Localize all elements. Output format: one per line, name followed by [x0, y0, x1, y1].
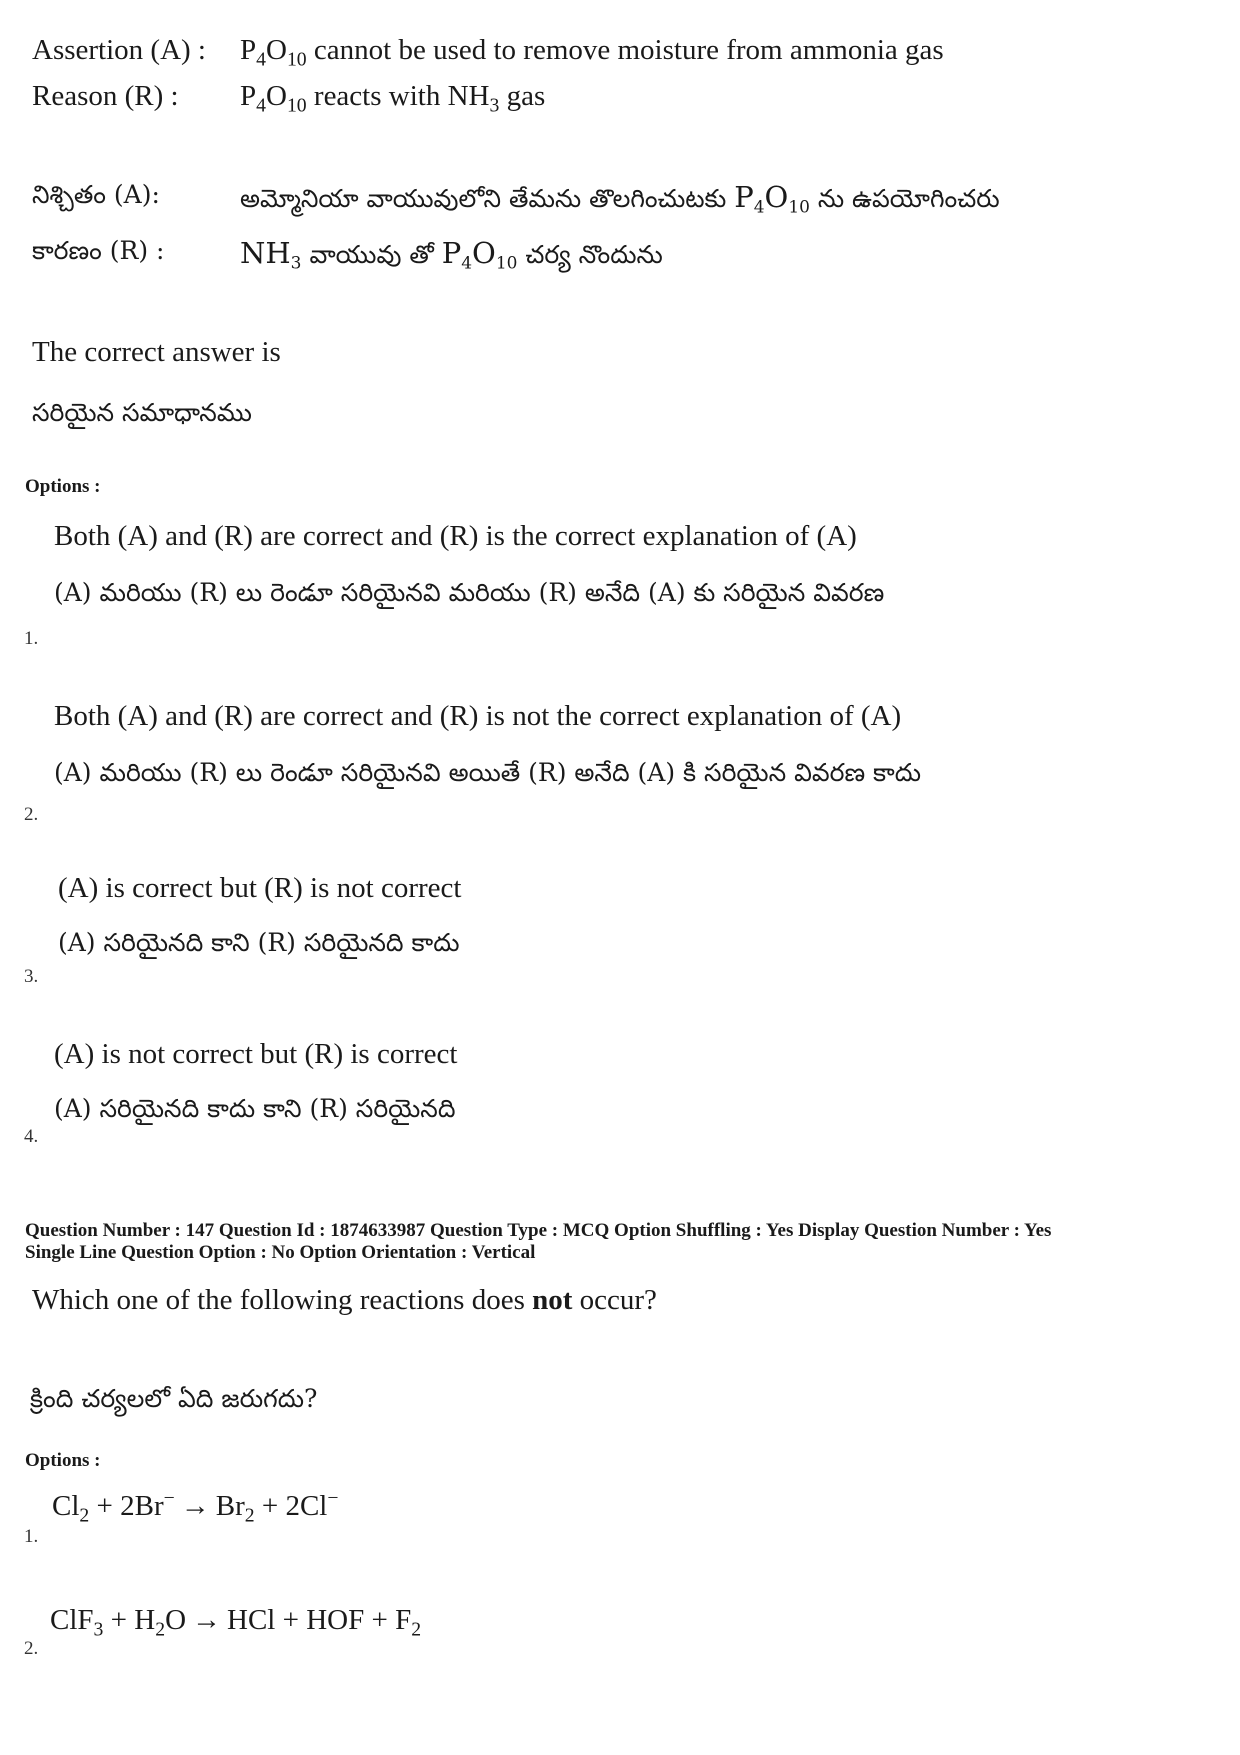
reason-text-te: $NH_3$ వాయువు తో $P_4O_{10}$ చర్య నొందును [240, 236, 663, 274]
prompt-te: సరియైన సమాధానము [32, 398, 252, 427]
option-2-en[interactable]: Both (A) and (R) are correct and (R) is not the correct explanation of (A) [54, 700, 902, 732]
question-meta-line-2: Single Line Question Option : No Option Orientation : Vertical [25, 1242, 536, 1263]
prompt-en: The correct answer is [32, 336, 281, 368]
option-1-te[interactable]: (A) మరియు (R) లు రెండూ సరియైనవి మరియు (R) అనేది (A) కు సరియైన వివరణ [54, 578, 885, 607]
option-3-en[interactable]: (A) is correct but (R) is not correct [58, 872, 462, 904]
option-4-te[interactable]: (A) సరియైనది కాదు కాని (R) సరియైనది [54, 1094, 456, 1123]
reaction-arrow: → [180, 1490, 210, 1522]
options-label-q147: Options : [25, 1450, 101, 1471]
q147-option-2-number: 2. [24, 1638, 39, 1659]
q147-option-2[interactable]: $ClF_3 + H_2O$ → HCl + HOF + $F_2$ [50, 1604, 422, 1641]
q147-option-1[interactable]: $Cl_2 + 2Br^- \to Br_2 + 2Cl^-$ [52, 1487, 339, 1527]
question-meta-line-1: Question Number : 147 Question Id : 1874633987 Question Type : MCQ Option Shuffling : Yes Display Question Number : Yes [25, 1220, 1052, 1241]
assertion-label-te: నిశ్చితం (A): [32, 180, 160, 209]
reason-text: $P_4O_{10}$ reacts with $NH_3$ gas [240, 80, 546, 117]
reason-label: Reason (R) : [32, 80, 179, 112]
option-4-number: 4. [24, 1126, 39, 1147]
option-1-en[interactable]: Both (A) and (R) are correct and (R) is the correct explanation of (A) [54, 520, 857, 552]
q147-option-1-number: 1. [24, 1526, 39, 1547]
option-4-en[interactable]: (A) is not correct but (R) is correct [54, 1038, 458, 1070]
options-label: Options : [25, 476, 101, 497]
assertion-text: $P_4O_{10}$ cannot be used to remove moisture from ammonia gas [240, 34, 944, 71]
question-text-en: Which one of the following reactions does not occur? [32, 1284, 657, 1316]
option-2-number: 2. [24, 804, 39, 825]
reaction-arrow: → [192, 1604, 222, 1636]
option-3-te[interactable]: (A) సరియైనది కాని (R) సరియైనది కాదు [58, 928, 460, 957]
option-1-number: 1. [24, 628, 39, 649]
question-text-te: క్రింది చర్యలలో ఏది జరుగదు? [30, 1384, 318, 1413]
option-3-number: 3. [24, 966, 39, 987]
option-2-te[interactable]: (A) మరియు (R) లు రెండూ సరియైనవి అయితే (R) అనేది (A) కి సరియైన వివరణ కాదు [54, 758, 922, 787]
assertion-text-te: అమ్మోనియా వాయువులోని తేమను తొలగించుటకు $P_4O_{10}$ ను ఉపయోగించరు [240, 180, 1000, 218]
reason-label-te: కారణం (R) : [32, 236, 165, 265]
assertion-label: Assertion (A) : [32, 34, 206, 66]
